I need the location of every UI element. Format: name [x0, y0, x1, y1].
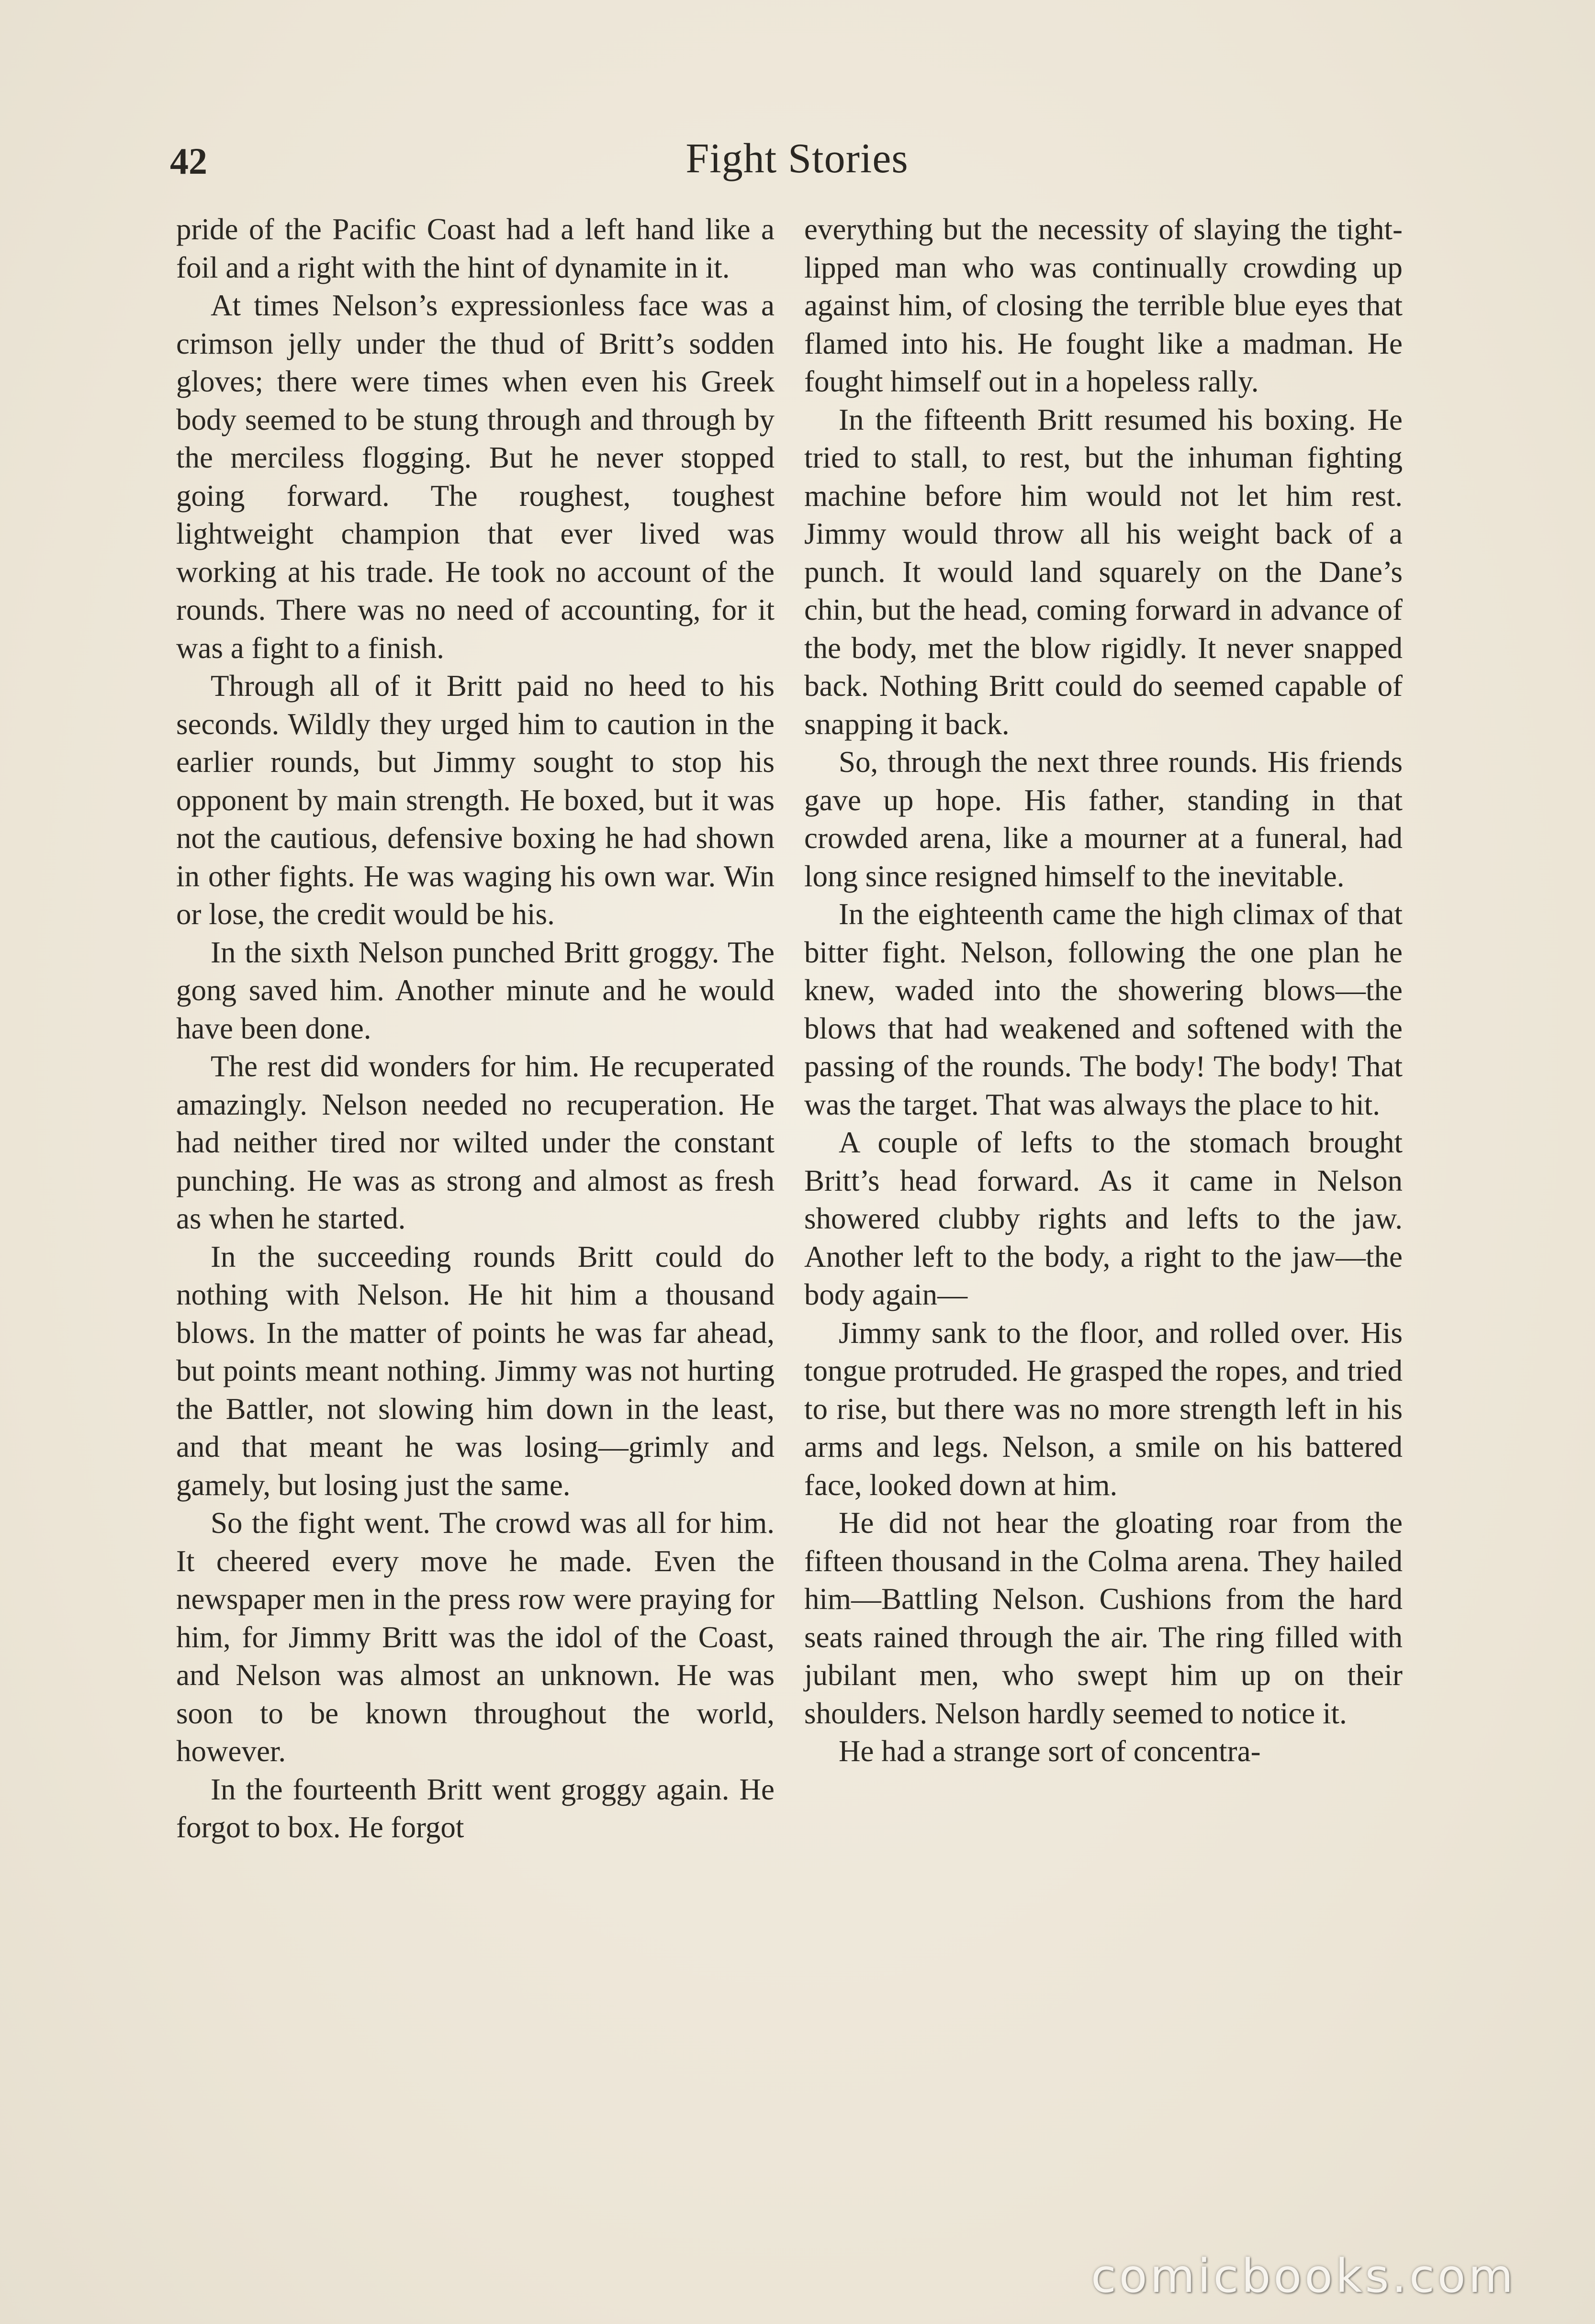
paragraph: The rest did wonders for him. He recuperated amazingly. Nelson needed no recuperation. He had neither tired nor wilted under the constant punching. He was as strong and almost as fresh as when he started.	[176, 1050, 775, 1235]
page-header	[170, 128, 1424, 195]
paragraph: In the succeeding rounds Britt could do nothing with Nelson. He hit him a thousand blows. In the matter of points he was far ahead, but points meant nothing. Jimmy was not hurting the Battler, not slowing him down in the least, and that meant he was losing—grimly and gamely, but losing just the same.	[176, 1240, 775, 1502]
page-number: 42	[170, 140, 207, 182]
paragraph: Through all of it Britt paid no heed to his seconds. Wildly they urged him to caution in the earlier rounds, but Jimmy sought to stop his opponent by main strength. He boxed, but it was not the cautious, defensive boxing he had shown in other fights. He was waging his own war. Win or lose, the credit would be his.	[176, 669, 775, 931]
paragraph: In the eighteenth came the high climax of that bitter fight. Nelson, following the one plan he knew, waded into the showering blows—the blows that had weakened and softened with the passing of the rounds. The body! The body! That was the target. That was always the place to hit.	[804, 897, 1403, 1121]
paragraph: In the fourteenth Britt went groggy again. He forgot to box. He forgot	[176, 1772, 775, 1844]
paragraph: So, through the next three rounds. His friends gave up hope. His father, standing in that crowded arena, like a mourner at a funeral, had long since resigned himself to the inevitable.	[804, 745, 1403, 893]
running-title: Fight Stories	[685, 135, 909, 182]
paragraph: At times Nelson’s expressionless face was a crimson jelly under the thud of Britt’s sodden gloves; there were times when even his Greek body seemed to be stung through and through by the merciless flogging. But he never stopped going forward. The roughest, toughest lightweight champion that ever lived was working at his trade. He took no account of the rounds. There was no need of accounting, for it was a fight to a finish.	[176, 289, 775, 665]
paragraph: He had a strange sort of concentra-	[839, 1734, 1261, 1768]
paragraph: He did not hear the gloating roar from the fifteen thousand in the Colma arena. They hailed him—Battling Nelson. Cushions from the hard seats rained through the air. The ring filled with jubilant men, who swept him up on their shoulders. Nelson hardly seemed to notice it.	[804, 1506, 1403, 1730]
paragraph: pride of the Pacific Coast had a left hand like a foil and a right with the hint of dynamite in it.	[176, 212, 775, 284]
watermark: comicbooks.com	[1090, 2249, 1516, 2303]
right-column	[804, 211, 1403, 1771]
paragraph: everything but the necessity of slaying the tight-lipped man who was continually crowding up against him, of closing the terrible blue eyes that flamed into his. He fought like a madman. He fought himself out in a hopeless rally.	[804, 212, 1403, 398]
left-column	[176, 211, 775, 1847]
paragraph: In the sixth Nelson punched Britt groggy. The gong saved him. Another minute and he would have been done.	[176, 935, 775, 1045]
paragraph: Jimmy sank to the floor, and rolled over. His tongue protruded. He grasped the ropes, and tried to rise, but there was no more strength left in his arms and legs. Nelson, a smile on his battered face, looked down at him.	[804, 1316, 1403, 1502]
paragraph: A couple of lefts to the stomach brought Britt’s head forward. As it came in Nelson showered clubby rights and lefts to the jaw. Another left to the body, a right to the jaw—the body again—	[804, 1126, 1403, 1311]
paragraph: So the fight went. The crowd was all for him. It cheered every move he made. Even the newspaper men in the press row were praying for him, for Jimmy Britt was the idol of the Coast, and Nelson was almost an unknown. He was soon to be known throughout the world, however.	[176, 1506, 775, 1768]
paragraph: In the fifteenth Britt resumed his boxing. He tried to stall, to rest, but the inhuman fighting machine before him would not let him rest. Jimmy would throw all his weight back of a punch. It would land squarely on the Dane’s chin, but the head, coming forward in advance of the body, met the blow rigidly. It never snapped back. Nothing Britt could do seemed capable of snapping it back.	[804, 402, 1403, 741]
